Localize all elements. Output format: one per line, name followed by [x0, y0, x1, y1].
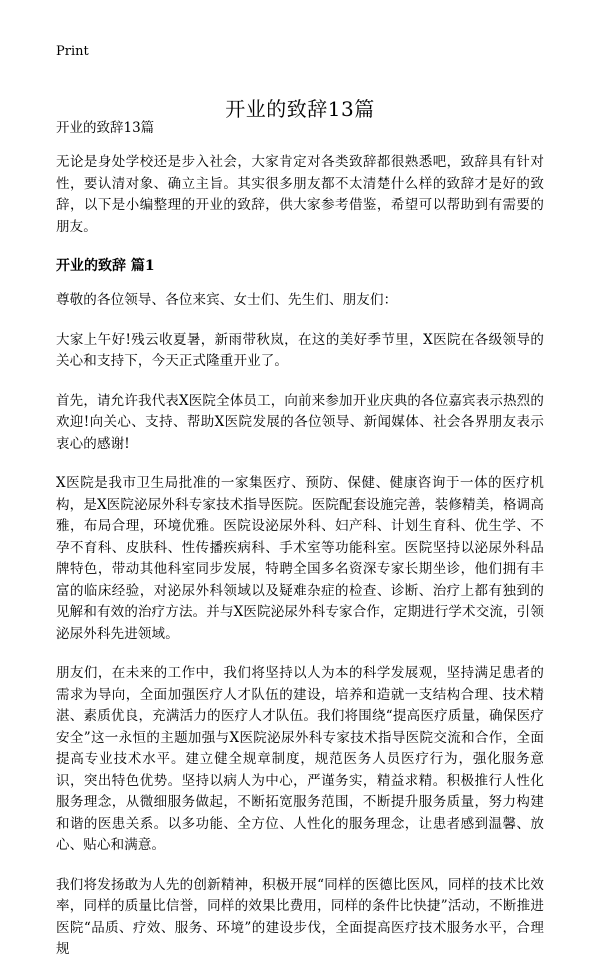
paragraph-salutation: 尊敬的各位领导、各位来宾、女士们、先生们、朋友们：	[56, 292, 398, 308]
paragraph-welcome: 首先，请允许我代表X医院全体员工，向前来参加开业庆典的各位嘉宾表示热烈的欢迎!向关心、支持、帮助X医院发展的各位领导、新闻媒体、社会各界朋友表示衷心的感谢!	[56, 392, 544, 452]
print-link[interactable]: Print	[56, 44, 89, 59]
paragraph-hospital-intro: X医院是我市卫生局批准的一家集医疗、预防、保健、健康咨询于一体的医疗机构，是X医院泌尿外科专家技术指导医院。医院配套设施完善，装修精美，格调高雅，布局合理，环境优雅。医院设泌尿外科、妇产科、计划生育科、优生学、不孕不育科、皮肤科、性传播疾病科、手术室等功能科室。医院坚持以泌尿外科品牌特色，带动其他科室同步发展，特聘全国多名资深专家长期坐诊，他们拥有丰富的临床经验，对泌尿外科领域以及疑难杂症的检查、诊断、治疗上都有独到的见解和有效的治疗方法。并与X医院泌尿外科专家合作，定期进行学术交流，引领泌尿外科先进领域。	[56, 475, 544, 642]
page-title: 开业的致辞13篇	[225, 97, 375, 122]
intro-paragraph: 无论是身处学校还是步入社会，大家肯定对各类致辞都很熟悉吧，致辞具有针对性，要认清对象、确立主旨。其实很多朋友都不太清楚什么样的致辞才是好的致辞，以下是小编整理的开业的致辞，供大家参考借鉴，希望可以帮助到有需要的朋友。	[56, 154, 544, 235]
article-body	[56, 118, 544, 979]
section-heading: 开业的致辞 篇1	[56, 258, 155, 274]
paragraph-future-work: 朋友们，在未来的工作中，我们将坚持以人为本的科学发展观，坚持满足患者的需求为导向，全面加强医疗人才队伍的建设，培养和造就一支结构合理、技术精湛、素质优良，充满活力的医疗人才队伍。我们将围绕“提高医疗质量，确保医疗安全”这一永恒的主题加强与X医院泌尿外科专家技术指导医院交流和合作，全面提高专业技术水平。建立健全规章制度，规范医务人员医疗行为，强化服务意识，突出特色优势。坚持以病人为中心，严谨务实，精益求精。积极推行人性化服务理念，从微细服务做起，不断拓宽服务范围，不断提升服务质量，努力构建和谐的医患关系。以多功能、全方位、人性化的服务理念，让患者感到温馨、放心、贴心和满意。	[56, 665, 544, 853]
paragraph-innovation: 我们将发扬敢为人先的创新精神，积极开展“同样的医德比医风，同样的技术比效率，同样的质量比信誉，同样的效果比费用，同样的条件比快捷”活动，不断推进医院“品质、疗效、服务、环境”的建设步伐，全面提高医疗技术服务水平，合理规	[56, 876, 544, 957]
paragraph-greeting: 大家上午好!残云收夏暑，新雨带秋岚，在这的美好季节里，X医院在各级领导的关心和支持下，今天正式隆重开业了。	[56, 331, 544, 369]
article-subtitle: 开业的致辞13篇	[56, 120, 155, 136]
